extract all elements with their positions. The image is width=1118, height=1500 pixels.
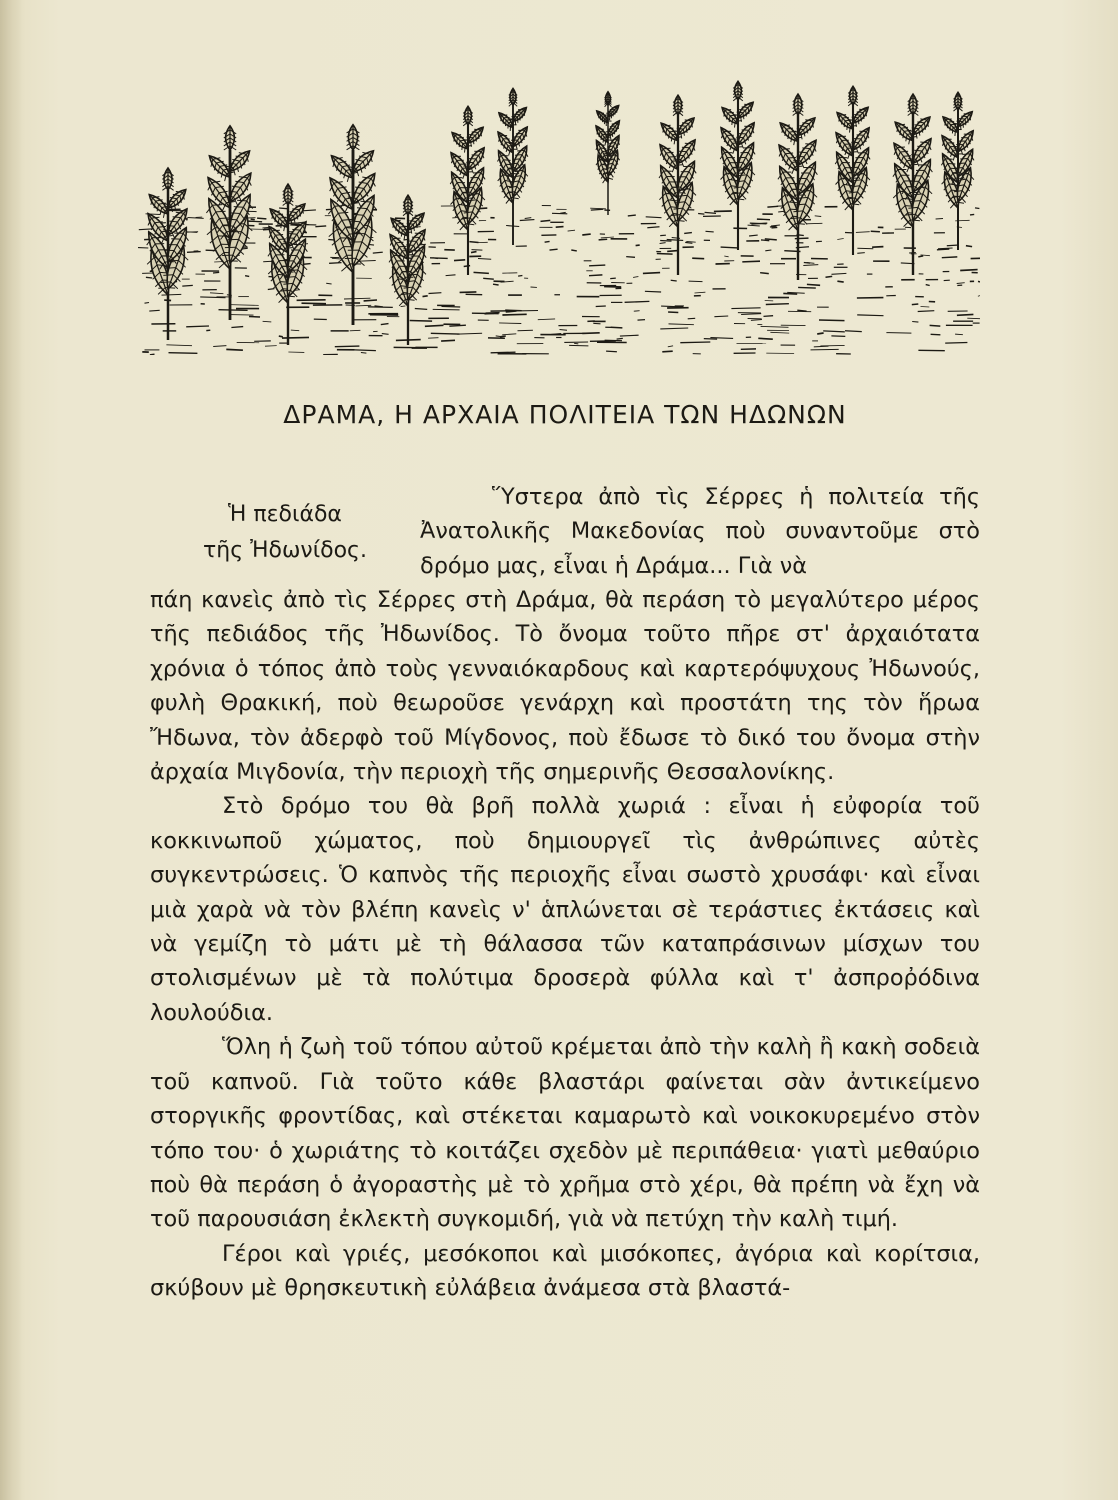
paragraph-3: Ὅλη ἡ ζωὴ τοῦ τόπου αὐτοῦ κρέμεται ἀπὸ τὴν καλὴ ἢ κακὴ σοδειὰ τοῦ καπνοῦ. Γιὰ τοῦτο κάθε βλαστάρι φαίνεται σὰν ἀντικείμενο στοργικῆς φροντίδας, καὶ στέκεται καμαρωτὸ καὶ νοικοκυρεμένο στὸν τόπο του· ὁ χωριάτης τὸ κοιτάζει σχεδὸν μὲ περιπάθεια· γιατὶ μεθαύριο ποὺ θὰ περάση ὁ ἀγοραστὴς μὲ τὸ χρῆμα στὸ χέρι, θὰ πρέπη νὰ ἔχη νὰ τοῦ παρουσιάση ἐκλεκτὴ συγκομιδή, γιὰ νὰ πετύχη τὴν καλὴ τιμή.	[150, 1034, 980, 1233]
tobacco-plant	[147, 168, 189, 340]
paragraph-1-continued: πάη κανεὶς ἀπὸ τὶς Σέρρες στὴ Δράμα, θὰ περάση τὸ μεγαλύτερο μέρος τῆς πεδιάδος τῆς Ἠδωνίδος. Τὸ ὄνομα τοῦτο πῆρε στ' ἀρχαιότατα χρόνια ὁ τόπος ἀπὸ τοὺς γενναιόκαρδους καὶ καρτερόψυχους Ἠδωνούς, φυλὴ Θρακική, ποὺ θεωροῦσε γενάρχη καὶ προστάτη της τὸν ἥρωα Ἤδωνα, τὸν ἀδερφὸ τοῦ Μίγδονος, ποὺ ἔδωσε τὸ δικό του ὄνομα στὴν ἀρχαία Μιγδονία, τὴν περιοχὴ τῆς σημερινῆς Θεσσαλονίκης.	[150, 587, 980, 786]
paragraph-4: Γέροι καὶ γριές, μεσόκοποι καὶ μισόκοπες, ἀγόρια καὶ κορίτσια, σκύβουν μὲ θρησκευτικὴ εὐλάβεια ἀνάμεσα στὰ βλαστά-	[150, 1240, 980, 1302]
tobacco-plant	[720, 81, 755, 250]
page-edge-shadow	[0, 0, 22, 1500]
side-heading	[170, 497, 400, 569]
tobacco-plant	[206, 126, 252, 320]
tobacco-plant	[498, 89, 528, 246]
main-text	[150, 583, 980, 1306]
tobacco-plant	[268, 184, 308, 345]
side-heading-line-2: τῆς Ἠδωνίδος.	[203, 538, 367, 563]
tobacco-plant	[778, 94, 818, 280]
chapter-title: ΔΡΑΜΑ, Η ΑΡΧΑΙΑ ΠΟΛΙΤΕΙΑ ΤΩΝ ΗΔΩΝΩΝ	[283, 400, 847, 429]
tobacco-plant	[835, 86, 870, 255]
intro-paragraph	[420, 480, 980, 583]
tobacco-plant	[389, 195, 426, 345]
tobacco-plant	[941, 92, 974, 250]
tobacco-plant	[596, 92, 620, 215]
tobacco-field-illustration	[138, 75, 980, 355]
tobacco-plant	[328, 125, 377, 325]
tobacco-plant	[893, 94, 933, 275]
intro-text: Ὕστερα ἀπὸ τὶς Σέρρες ἡ πολιτεία τῆς Ἀνατολικῆς Μακεδονίας ποὺ συναντοῦμε στὸ δρόμο μας, εἶναι ἡ Δράμα... Γιὰ νὰ	[420, 484, 980, 579]
paragraph-2: Στὸ δρόμο του θὰ βρῆ πολλὰ χωριά : εἶναι ἡ εὐφορία τοῦ κοκκινωποῦ χώματος, ποὺ δημιουργεῖ τὶς ἀνθρώπινες αὐτὲς συγκεντρώσεις. Ὁ καπνὸς τῆς περιοχῆς εἶναι σωστὸ χρυσάφι· καὶ εἶναι μιὰ χαρὰ νὰ τὸν βλέπη κανεὶς ν' ἁπλώνεται σὲ τεράστιες ἐκτάσεις καὶ νὰ γεμίζη τὸ μάτι μὲ τὴ θάλασσα τῶν καταπράσινων μίσχων του στολισμένων μὲ τὰ πολύτιμα δροσερὰ φύλλα καὶ τ' ἀσπροῤόδινα λουλούδια.	[150, 793, 980, 1026]
side-heading-line-1: Ἡ πεδιάδα	[228, 502, 342, 527]
